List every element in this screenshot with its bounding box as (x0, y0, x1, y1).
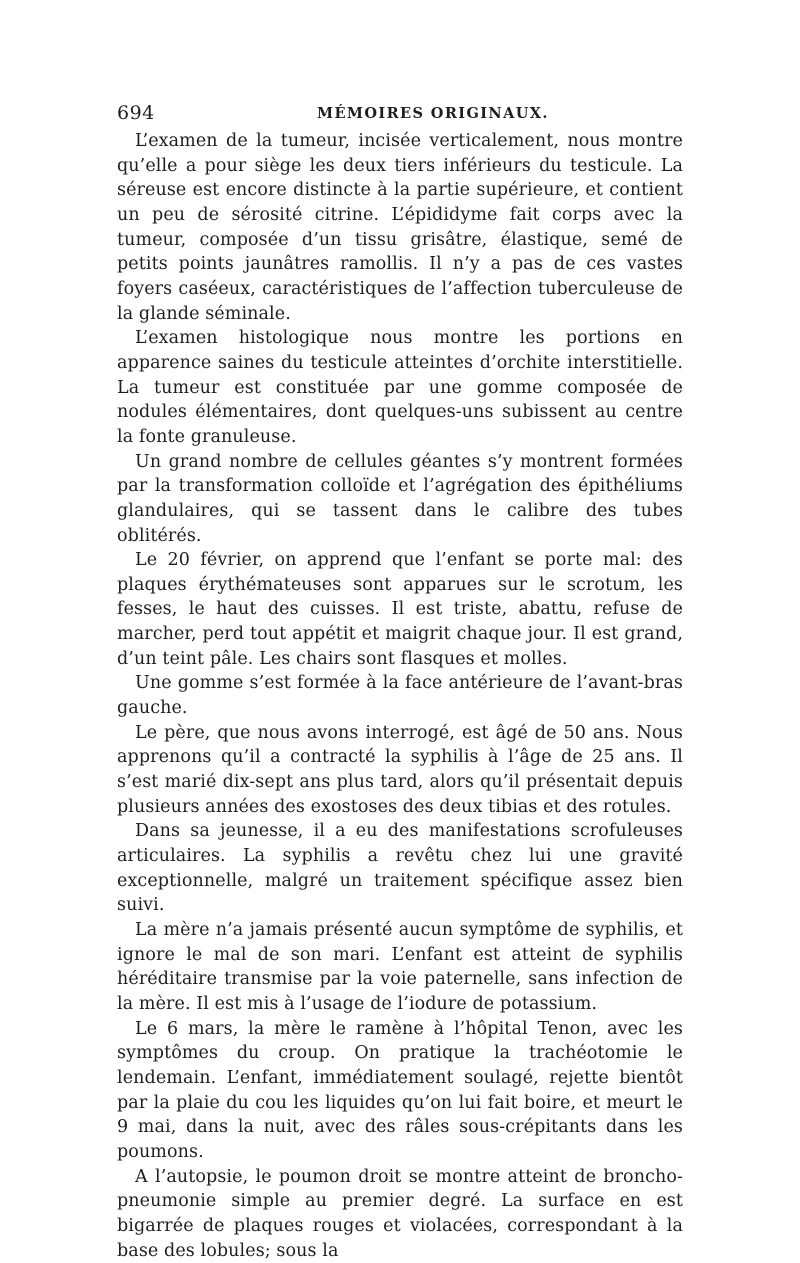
running-title: MÉMOIRES ORIGINAUX. (317, 105, 549, 122)
page-number: 694 (117, 102, 155, 124)
body-text (117, 129, 683, 1263)
paragraph-february-20: Le 20 février, on apprend que l’enfant se porte mal: des plaques érythémateuses sont apparues sur le scrotum, les fesses, le haut des cuisses. Il est triste, abattu, refuse de marcher, perd tout appétit et maigrit chaque jour. Il est grand, d’un teint pâle. Les chairs sont flasques et molles. (117, 550, 683, 669)
paragraph-histology: L’examen histologique nous montre les portions en apparence saines du testicule atteintes d’orchite interstitielle. La tumeur est constituée par une gomme composée de nodules élémentaires, dont quelques-uns subissent au centre la fonte granuleuse. (117, 328, 683, 447)
paragraph-giant-cells: Un grand nombre de cellules géantes s’y montrent formées par la transformation colloïde et l’agrégation des épithéliums glandulaires, qui se tassent dans le calibre des tubes oblitérés. (117, 451, 683, 546)
paragraph-father: Le père, que nous avons interrogé, est âgé de 50 ans. Nous apprenons qu’il a contracté la syphilis à l’âge de 25 ans. Il s’est marié dix-sept ans plus tard, alors qu’il présentait depuis plusieurs années des exostoses des deux tibias et des rotules. (117, 722, 683, 817)
paragraph-march-6: Le 6 mars, la mère le ramène à l’hôpital Tenon, avec les symptômes du croup. On pratique la trachéotomie le lendemain. L’enfant, immédiatement soulagé, rejette bientôt par la plaie du cou les liquides qu’on lui fait boire, et meurt le 9 mai, dans la nuit, avec des râles sous-crépitants dans les poumons. (117, 1018, 683, 1162)
paragraph-tumor-examination: L’examen de la tumeur, incisée verticalement, nous montre qu’elle a pour siège les deux tiers inférieurs du testicule. La séreuse est encore distincte à la partie supérieure, et contient un peu de sérosité citrine. L’épididyme fait corps avec la tumeur, composée d’un tissu grisâtre, élastique, semé de petits points jaunâtres ramollis. Il n’y a pas de ces vastes foyers caséeux, caractéristiques de l’affection tuberculeuse de la glande séminale. (117, 131, 683, 324)
paragraph-autopsy: A l’autopsie, le poumon droit se montre atteint de broncho-pneumonie simple au premier degré. La surface en est bigarrée de plaques rouges et violacées, correspondant à la base des lobules; sous la (117, 1166, 683, 1261)
paragraph-youth: Dans sa jeunesse, il a eu des manifestations scrofuleuses articulaires. La syphilis a revêtu chez lui une gravité exceptionnelle, malgré un traitement spécifique assez bien suivi. (117, 821, 683, 916)
running-head (117, 100, 687, 126)
paragraph-mother: La mère n’a jamais présenté aucun symptôme de syphilis, et ignore le mal de son mari. L’enfant est atteint de syphilis héréditaire transmise par la voie paternelle, sans infection de la mère. Il est mis à l’usage de l’iodure de potassium. (117, 920, 683, 1014)
paragraph-forearm-gumma: Une gomme s’est formée à la face antérieure de l’avant-bras gauche. (117, 673, 683, 719)
